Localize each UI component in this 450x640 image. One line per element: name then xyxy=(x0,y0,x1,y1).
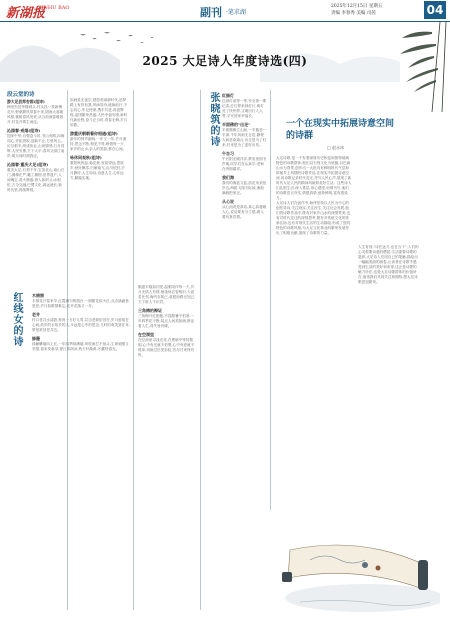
poem-title: 老井 xyxy=(32,312,40,317)
section-subtitle: ·笔求湖 xyxy=(226,9,246,16)
poem-body: 国家中华,自强奋斗时,书山有路,四海同心,开拓进取,创新不止,万里风云,历尽艰辛,终成伟业,山河锦绣,日月同辉,人民安康,天下太平,春风又绿江南岸,明月何时照我还。 xyxy=(7,134,65,158)
poem-title: 三角梅的辩证 xyxy=(138,308,162,313)
poem-title: 午自习 xyxy=(222,151,234,156)
column-zhangxiaozhu-poems xyxy=(222,90,267,615)
poem-title: 木棉窗 xyxy=(32,293,44,298)
poem-title: 沁园春·戒烟(组诗) xyxy=(7,128,41,133)
poem-title: 游大足县邦杏园(组诗) xyxy=(7,99,45,104)
essay-paragraph: 大足诗人们在创作中,始终坚持以人民为中心的创作导向,关注现实,关注民生,关注社会发展,他们的诗歌作品中,既有对家乡山水的深情赞美,也有对时代变迁的深刻思考,既有对传统文化的传承弘扬,也有对现代生活的生动描绘,形成了独具特色的诗歌风格,为大足文化事业的繁荣发展作出了积极贡献,展现了诗歌的力量。 xyxy=(276,201,351,235)
column-divider xyxy=(133,90,134,610)
essay-author: □ 赵永冰 xyxy=(327,145,345,150)
newspaper-logo-sub: XINHU BAO xyxy=(38,5,70,11)
poem-body: 红绿灯前等一等,安全第一要记清,红灯停来绿灯行,黄灯亮了快快停,文明出行人人赞,平安回家幸福长。 xyxy=(222,99,267,118)
scroll-painting-illustration xyxy=(270,510,440,620)
masthead xyxy=(0,0,450,22)
poem-body: 重庆大足,石刻千年,宝顶北山,南山石门,佛像庄严,雕工精细,世界遗产,人间瑰宝,香火鼎盛,游人如织,山水相依,古今交融,巴蜀文化,源远流长,新时代里,再续辉煌。 xyxy=(7,168,65,192)
poem-title: 半面佛的"出走" xyxy=(222,122,251,127)
column-hongxiannv-poems xyxy=(32,290,130,620)
poem-body: 重阳秋风起,菊花黄,登高望远,思故乡,秋叶飘零,归雁南飞,山川依旧,岁月静好,人生如诗,诗意人生,心怀远方,脚踏实地。 xyxy=(70,161,125,180)
page-number: 04 xyxy=(424,1,446,19)
issue-date: 2025年12月15日 星期五 xyxy=(331,4,383,9)
column-middle-poems xyxy=(138,285,196,615)
poem-body: 午后阳光暖洋洋,教室里面书声朗,同学们在认真学,老师在旁细端详。 xyxy=(222,157,267,171)
poem-body: 顺遂平稳如初见,温柔陪伴每一天,岁月无情人有情,相逢何必曾相识,天涯若比邻,海内存知己,莫愁前路无知己,天下谁人不识君。 xyxy=(138,285,196,304)
poem-body: 三角梅开红艳艳,不畏酷暑不怕寒,一年四季花不断,装点人间美如画,辩证看人生,得失皆有缘。 xyxy=(138,314,195,328)
poem-body: 木棉花开春来早,红霞满天映窗台,一树繁花似火红,点点滴滴皆是爱,岁月如歌情难忘,花开花落又一年。 xyxy=(32,299,129,308)
column-divider xyxy=(270,90,271,510)
poem-body: 如画星光夜空,感恩美丽新时代,追梦路上有你有我,风雨同舟,砥砺前行,不忘初心,牢记使命,携手共进,再创辉煌,祖国繁荣昌盛,人民幸福安康,新时代新征程,奋斗正当时,青春无悔,岁月如歌。 xyxy=(70,98,128,127)
poem-body: 村口老井水清甜,养育一方好儿男,井边老树依旧在,岁月留痕在心间,故乡的水故乡的人,永远是心中的思念,儿时的欢笑犹在耳,梦里常回老井边。 xyxy=(32,318,130,332)
poem-title: 从心说 xyxy=(222,199,234,204)
poem-title: 沁园春·重庆大足(组诗) xyxy=(7,162,49,167)
poem-title: 在空洞里 xyxy=(138,332,154,337)
poem-body: 韩世杰扶华楼城头,村头挂一枝新梅花开,野桑蕨风带春小来,阴雨大寒朝风树,桃树春风发来,从当前流春暖意开,村花开雾生雨连。 xyxy=(7,105,64,124)
page-title: 2025 大足诗人年度诗选(四) xyxy=(142,54,308,68)
column-poems-continued xyxy=(70,98,128,278)
poet-vertical-title-zhangxiaozhu: 张晓筑的诗 xyxy=(208,92,219,147)
essay-paragraph: 大足诗歌,是一个有着深厚历史积淀和独特地域特色的诗歌群体,他们以石刻文化为底蕴,以巴渝山水为背景,创作出一大批具有鲜明时代气息和浓郁乡土风情的诗歌作品,在现实中拓展诗意空间,用诗歌记录时代变迁,抒写人民心声,展现了新时代大足人民的精神风貌和美好生活。这些诗人们扎根生活,深入基层,用心感受,用情书写,他们的诗歌语言朴实,情感真挚,意象鲜明,富有感染力。 xyxy=(276,156,352,200)
essay-paragraph: 人生有别,"诗在远方,也在当下",人们的心灵需要诗意的栖居,生活需要诗歌的滋养,大足诗人们用自己的笔触,描绘出一幅幅美丽的画卷,让读者在诗歌中感受到生活的美好和希望,这正是诗歌的魅力所在,也是大足诗歌群体的价值所在,值得我们共同关注和期待,愿大足诗歌更加繁荣。 xyxy=(358,245,419,284)
poem-title: 游重庆朝朝看你相遇(组诗) xyxy=(70,131,118,136)
newspaper-logo: 新湖报 xyxy=(6,6,46,21)
poet-heading: 段云堂的诗 xyxy=(7,92,35,98)
poem-title: 绿藤 xyxy=(32,336,40,341)
column-duan-yuntang xyxy=(7,88,65,278)
section-title: 副刊 xyxy=(200,6,222,19)
essay-body-column-1 xyxy=(276,156,352,506)
poet-vertical-title-hongxiannv: 红线女的诗 xyxy=(11,292,22,347)
editors-line: 责编 李春秀 美编 司茜 xyxy=(331,11,376,16)
poem-body: 新年的钟声敲响,一年又一年,岁月流转,思念不断,相见不易,珍惜每一天,家乡的山水,亲人的笑脸,都在心间。 xyxy=(70,137,127,151)
poem-body: 从心而说是真话,真心真意暖人心,说话要有分寸感,做人要有真性情。 xyxy=(222,205,267,219)
poem-title: 咏休闲观秋(组诗) xyxy=(70,155,102,160)
poem-body: 我们的海蓝又蓝,浪花朵朵拍岸边,海鸥飞翔天际间,渔船满载把家还。 xyxy=(222,181,267,195)
essay-body-column-2 xyxy=(358,245,420,510)
poem-body: 半面佛像立山间,一半慈悲一半禅,千年风雨无言语,静观人间悲欢离合,出走是为了归来,归来是为了更好出发。 xyxy=(222,128,267,147)
poem-body: 绿藤攀墙向上长,一年四季绿满墙,风吹雨打不低头,生命顽强又坚强,春来发新芽,夏日浓荫凉,秋天叶渐黄,冬藏待春光。 xyxy=(32,342,129,351)
poem-title: 我们海 xyxy=(222,175,234,180)
column-divider xyxy=(200,90,201,610)
essay-title: 一个在现实中拓展诗意空间的诗群 xyxy=(286,119,395,141)
poem-title: 红绿灯 xyxy=(222,93,234,98)
poem-body: 在空洞里寻找光亮,在黑暗中等待黎明,心中有光就不怕黑,心中有爱就不孤单,风雨过后见彩虹,苦尽甘来终有时。 xyxy=(138,338,195,357)
